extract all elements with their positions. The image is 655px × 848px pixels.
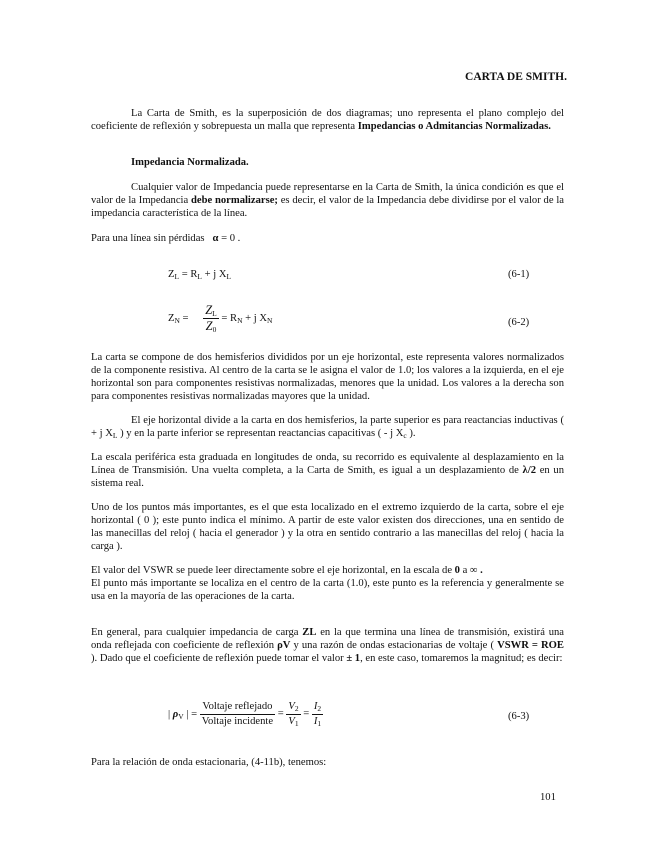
intro-paragraph: La Carta de Smith, es la superposición de dos diagramas; uno representa el plano complejo del coeficiente de reflexión y sobrepuesta un malla que representa Impedancias o Admitancias Normalizadas. [91,108,564,132]
fraction-v2-v1: $\frac{V_2}{V_1}$ [288,701,299,728]
paragraph-points: Uno de los puntos más importantes, es el que esta localizado en el extremo izquierdo de la carta, sobre el eje horizontal ( 0 ); este punto indica el mínimo. A partir de este valor existen dos direcciones, una en sentido de las manecillas del reloj ( hacia el generador ) y la otra en sentido contrario a las manecillas del reloj ( hacia la carga ). [91,502,564,552]
paragraph-reactances: El eje horizontal divide a la carta en dos hemisferios, la parte superior es para reactancias inductivas ( + j $X_L$ ) y en la parte inferior se representan reactancias capacitivas ( - j $X_c$ ). [91,415,564,440]
paragraph-peripheral-scale: La escala periférica esta graduada en longitudes de onda, su recorrido es equivalente al desplazamiento en la Línea de Transmisión. Una vuelta completa, a la Carta de Smith, es igual a un desplazamiento de λ/2 en un sistema real. [91,452,564,489]
page-title: CARTA DE SMITH. [465,71,567,83]
paragraph-standing-wave: Para la relación de onda estacionaria, (4-11b), tenemos: [91,757,327,768]
equation-6-3: | $\rho_V$ | = $\frac{\text{Voltaje reflejado}}{\text{Voltaje incidente}}$ = $\frac{V_2}{V_1}$ = $\frac{I_2}{I_1}$ [168,701,322,728]
paragraph-hemispheres: La carta se compone de dos hemisferios divididos por un eje horizontal, este representa valores normalizados de la componente resistiva. Al centro de la carta se le asigna el valor de 1.0; los valores a la izquierda, en el eje horizontal son para componentes resistivas normalizadas, menores que la unidad. Los valores a la derecha son para componentes resistivas normalizadas mayores que la unidad. [91,352,564,402]
fraction-i2-i1: $\frac{I_2}{I_1}$ [313,701,322,728]
fraction-zl-z0: $\frac{Z_L}{Z_0}$ [205,303,217,334]
paragraph-normalization: Cualquier valor de Impedancia puede representarse en la Carta de Smith, la única condición es que el valor de la Impedancia debe normalizarse; es decir, el valor de la Impedancia debe dividirse por el valor de la impedancia característica de la línea. [91,182,564,219]
page-number: 101 [540,792,556,803]
paragraph-reflection: En general, para cualquier impedancia de carga ZL en la que termina una línea de transmisión, existirá una onda reflejada con coeficiente de reflexión ρV y una razón de ondas estacionarias de voltaje ( VSWR = ROE ). Dado que el coeficiente de reflexión puede tomar el valor ± 1, en este caso, tomaremos la magnitud; es decir: [91,627,564,664]
equation-number-6-3: (6-3) [508,711,530,722]
section-heading: Impedancia Normalizada. [131,157,249,168]
fraction-voltage-ratio: $\frac{\text{Voltaje reflejado}}{\text{Voltaje incidente}}$ [201,701,274,727]
equation-6-2: $Z_N$ = $\frac{Z_L}{Z_0}$ = $R_N + j$ $X_N$ [168,303,273,334]
equation-6-1: $Z_L = R_L + j$ $X_L$ [168,269,232,281]
paragraph-vswr: El valor del VSWR se puede leer directamente sobre el eje horizontal, en la escala de 0 a ∞ . El punto más importante se localiza en el centro de la carta (1.0), este punto es la referencia y generalmente se usa en la mayoría de las operaciones de la carta. [91,565,564,602]
lossless-line: Para una línea sin pérdidas α = 0 . [91,233,241,244]
equation-number-6-2: (6-2) [508,317,530,328]
equation-number-6-1: (6-1) [508,269,530,280]
